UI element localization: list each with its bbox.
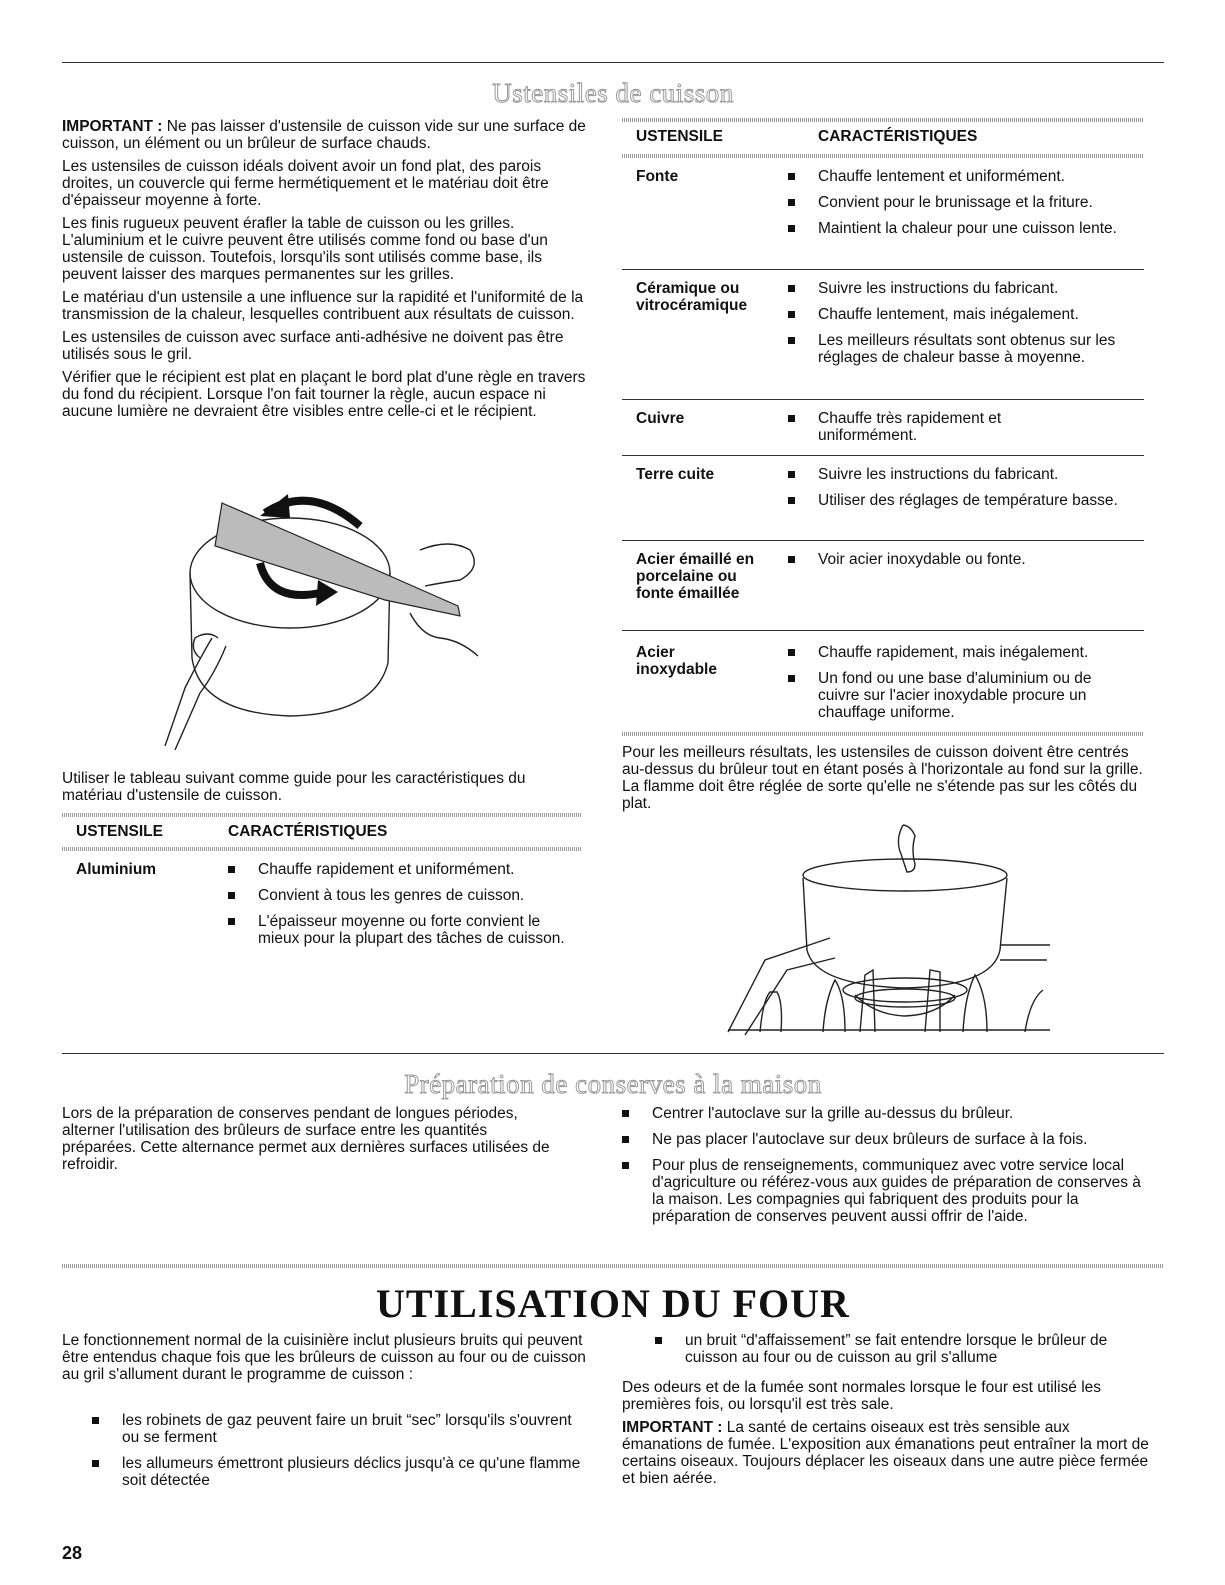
section-title-cookware: Ustensiles de cuisson <box>492 78 734 108</box>
material-name: Céramique ou vitrocéramique <box>636 280 748 314</box>
table-divider <box>62 813 582 817</box>
paragraph: Les ustensiles de cuisson avec surface anti-adhésive ne doivent pas être utilisés sous le gril. <box>62 329 564 363</box>
characteristics-list <box>788 551 1128 577</box>
important-text: La santé de certains oiseaux est très sensible aux émanations de fumée. L'exposition aux émanations peut entraîner la mort de certains oiseaux. Toujours déplacer les oiseaux dans une autre pièce fermée et bien aérée. <box>622 1419 1149 1487</box>
list-item: Les meilleurs résultats sont obtenus sur les réglages de chaleur basse à moyenne. <box>788 332 1128 366</box>
oven-intro <box>62 1332 592 1392</box>
paragraph: Les finis rugueux peuvent érafler la table de cuisson ou les grilles. L'aluminium et le cuivre peuvent être utilisés comme fond ou base d'un ustensile de cuisson. Toutefois, lorsqu'ils sont utilisés comme base, ils peuvent laisser des marques permanentes sur les grilles. <box>62 215 548 283</box>
list-item: Pour plus de renseignements, communiquez avec votre service local d'agriculture ou référez-vous aux guides de préparation de conserves à la maison. Les compagnies qui fabriquent des produits pour la préparation de conserves peuvent aussi offrir de l'aide. <box>622 1157 1152 1225</box>
row-separator <box>622 455 1144 456</box>
important-label: IMPORTANT : <box>622 1419 723 1436</box>
table-divider <box>622 732 1144 736</box>
oven-notes <box>622 1379 1150 1493</box>
characteristics-list <box>788 168 1128 246</box>
list-item: Suivre les instructions du fabricant. <box>788 466 1128 483</box>
canning-bullets <box>622 1105 1152 1234</box>
list-item: les robinets de gaz peuvent faire un bruit “sec” lorsqu'ils s'ouvrent ou se ferment <box>92 1412 592 1446</box>
col-header-characteristics: CARACTÉRISTIQUES <box>818 128 978 145</box>
material-name: Cuivre <box>636 410 685 427</box>
important-text: Ne pas laisser d'ustensile de cuisson vide sur une surface de cuisson, un élément ou un brûleur de surface chauds. <box>62 118 586 152</box>
row-separator <box>622 540 1144 541</box>
pot-on-burner-illustration <box>725 820 1055 1045</box>
list-item: Un fond ou une base d'aluminium ou de cuivre sur l'acier inoxydable procure un chauffage uniforme. <box>788 670 1133 721</box>
row-separator <box>622 630 1144 631</box>
table-divider <box>622 154 1144 158</box>
characteristics-list <box>788 280 1128 375</box>
table-divider <box>622 118 1144 122</box>
list-item: Ne pas placer l'autoclave sur deux brûleurs de surface à la fois. <box>622 1131 1152 1148</box>
list-item: Utiliser des réglages de température basse. <box>788 492 1128 509</box>
list-item: Chauffe lentement, mais inégalement. <box>788 306 1128 323</box>
characteristics-list <box>788 644 1133 730</box>
row-separator <box>622 269 1144 270</box>
important-note <box>62 118 592 152</box>
cookware-intro <box>62 118 592 426</box>
section-title-canning: Préparation de conserves à la maison <box>404 1069 822 1099</box>
list-item: les allumeurs émettront plusieurs déclics jusqu'à ce qu'une flamme soit détectée <box>92 1455 592 1489</box>
material-name: Terre cuite <box>636 466 715 483</box>
list-item: Suivre les instructions du fabricant. <box>788 280 1128 297</box>
list-item: Chauffe très rapidement et uniformément. <box>788 410 1088 444</box>
col-header-characteristics: CARACTÉRISTIQUES <box>228 823 388 840</box>
ruler <box>215 503 460 616</box>
characteristics-list <box>228 861 568 956</box>
col-header-utensil: USTENSILE <box>636 128 723 145</box>
pan-ruler-illustration <box>160 488 500 750</box>
list-item: un bruit “d'affaissement” se fait entendre lorsque le brûleur de cuisson au four ou de cuisson au gril s'allume <box>655 1332 1150 1366</box>
important-note <box>622 1419 1150 1487</box>
material-name: Aluminium <box>76 861 157 878</box>
centering-note: Pour les meilleurs résultats, les ustensiles de cuisson doivent être centrés au-dessus du brûleur tout en étant posés à l'horizontale au fond sur la grille. La flamme doit être réglée de sorte qu'elle ne s'étende pas sur les côtés du plat. <box>622 744 1143 812</box>
material-name: Fonte <box>636 168 679 185</box>
list-item: Chauffe rapidement et uniformément. <box>228 861 568 878</box>
table-divider <box>62 847 582 851</box>
paragraph: Le fonctionnement normal de la cuisinière inclut plusieurs bruits qui peuvent être entendus chaque fois que les brûleurs de cuisson au four ou de cuisson au gril s'allument durant le programme de cuisson : <box>62 1332 586 1383</box>
list-item: L'épaisseur moyenne ou forte convient le mieux pour la plupart des tâches de cuisson. <box>228 913 568 947</box>
canning-intro: Lors de la préparation de conserves pendant de longues périodes, alterner l'utilisation des brûleurs de surface entre les quantités préparées. Cette alternance permet aux dernières surfaces utilisées de refroidir. <box>62 1105 550 1173</box>
page-number: 28 <box>62 1543 83 1563</box>
paragraph: Les ustensiles de cuisson idéals doivent avoir un fond plat, des parois droites, un couvercle qui ferme hermétiquement et le matériau doit être d'épaisseur moyenne à forte. <box>62 158 549 209</box>
list-item: Voir acier inoxydable ou fonte. <box>788 551 1128 568</box>
list-item: Convient à tous les genres de cuisson. <box>228 887 568 904</box>
list-item: Convient pour le brunissage et la friture. <box>788 194 1128 211</box>
top-rule <box>62 62 1164 63</box>
section-divider <box>62 1264 1164 1268</box>
table-intro: Utiliser le tableau suivant comme guide pour les caractéristiques du matériau d'ustensile de cuisson. <box>62 770 526 804</box>
oven-noise-bullets-cont <box>655 1332 1150 1375</box>
material-name: Acier émaillé en porcelaine ou fonte émaillée <box>636 551 755 602</box>
section-rule <box>62 1053 1164 1054</box>
row-separator <box>622 399 1144 400</box>
paragraph: Le matériau d'un ustensile a une influence sur la rapidité et l'uniformité de la transmission de la chaleur, lesquelles contribuent aux résultats de cuisson. <box>62 289 584 323</box>
material-name: Acier inoxydable <box>636 644 717 678</box>
important-label: IMPORTANT : <box>62 118 163 135</box>
list-item: Chauffe rapidement, mais inégalement. <box>788 644 1133 661</box>
list-item: Chauffe lentement et uniformément. <box>788 168 1128 185</box>
characteristics-list <box>788 410 1088 453</box>
paragraph: Vérifier que le récipient est plat en plaçant le bord plat d'une règle en travers du fond du récipient. Lorsque l'on fait tourner la règle, aucun espace ni aucune lumière ne devraient être visibles entre celle-ci et le récipient. <box>62 369 586 420</box>
paragraph: Des odeurs et de la fumée sont normales lorsque le four est utilisé les premières fois, ou lorsqu'il est très sale. <box>622 1379 1102 1413</box>
oven-noise-bullets <box>92 1412 592 1498</box>
list-item: Maintient la chaleur pour une cuisson lente. <box>788 220 1128 237</box>
section-title-oven-use: UTILISATION DU FOUR <box>376 1281 850 1326</box>
col-header-utensil: USTENSILE <box>76 823 163 840</box>
characteristics-list <box>788 466 1128 518</box>
list-item: Centrer l'autoclave sur la grille au-dessus du brûleur. <box>622 1105 1152 1122</box>
